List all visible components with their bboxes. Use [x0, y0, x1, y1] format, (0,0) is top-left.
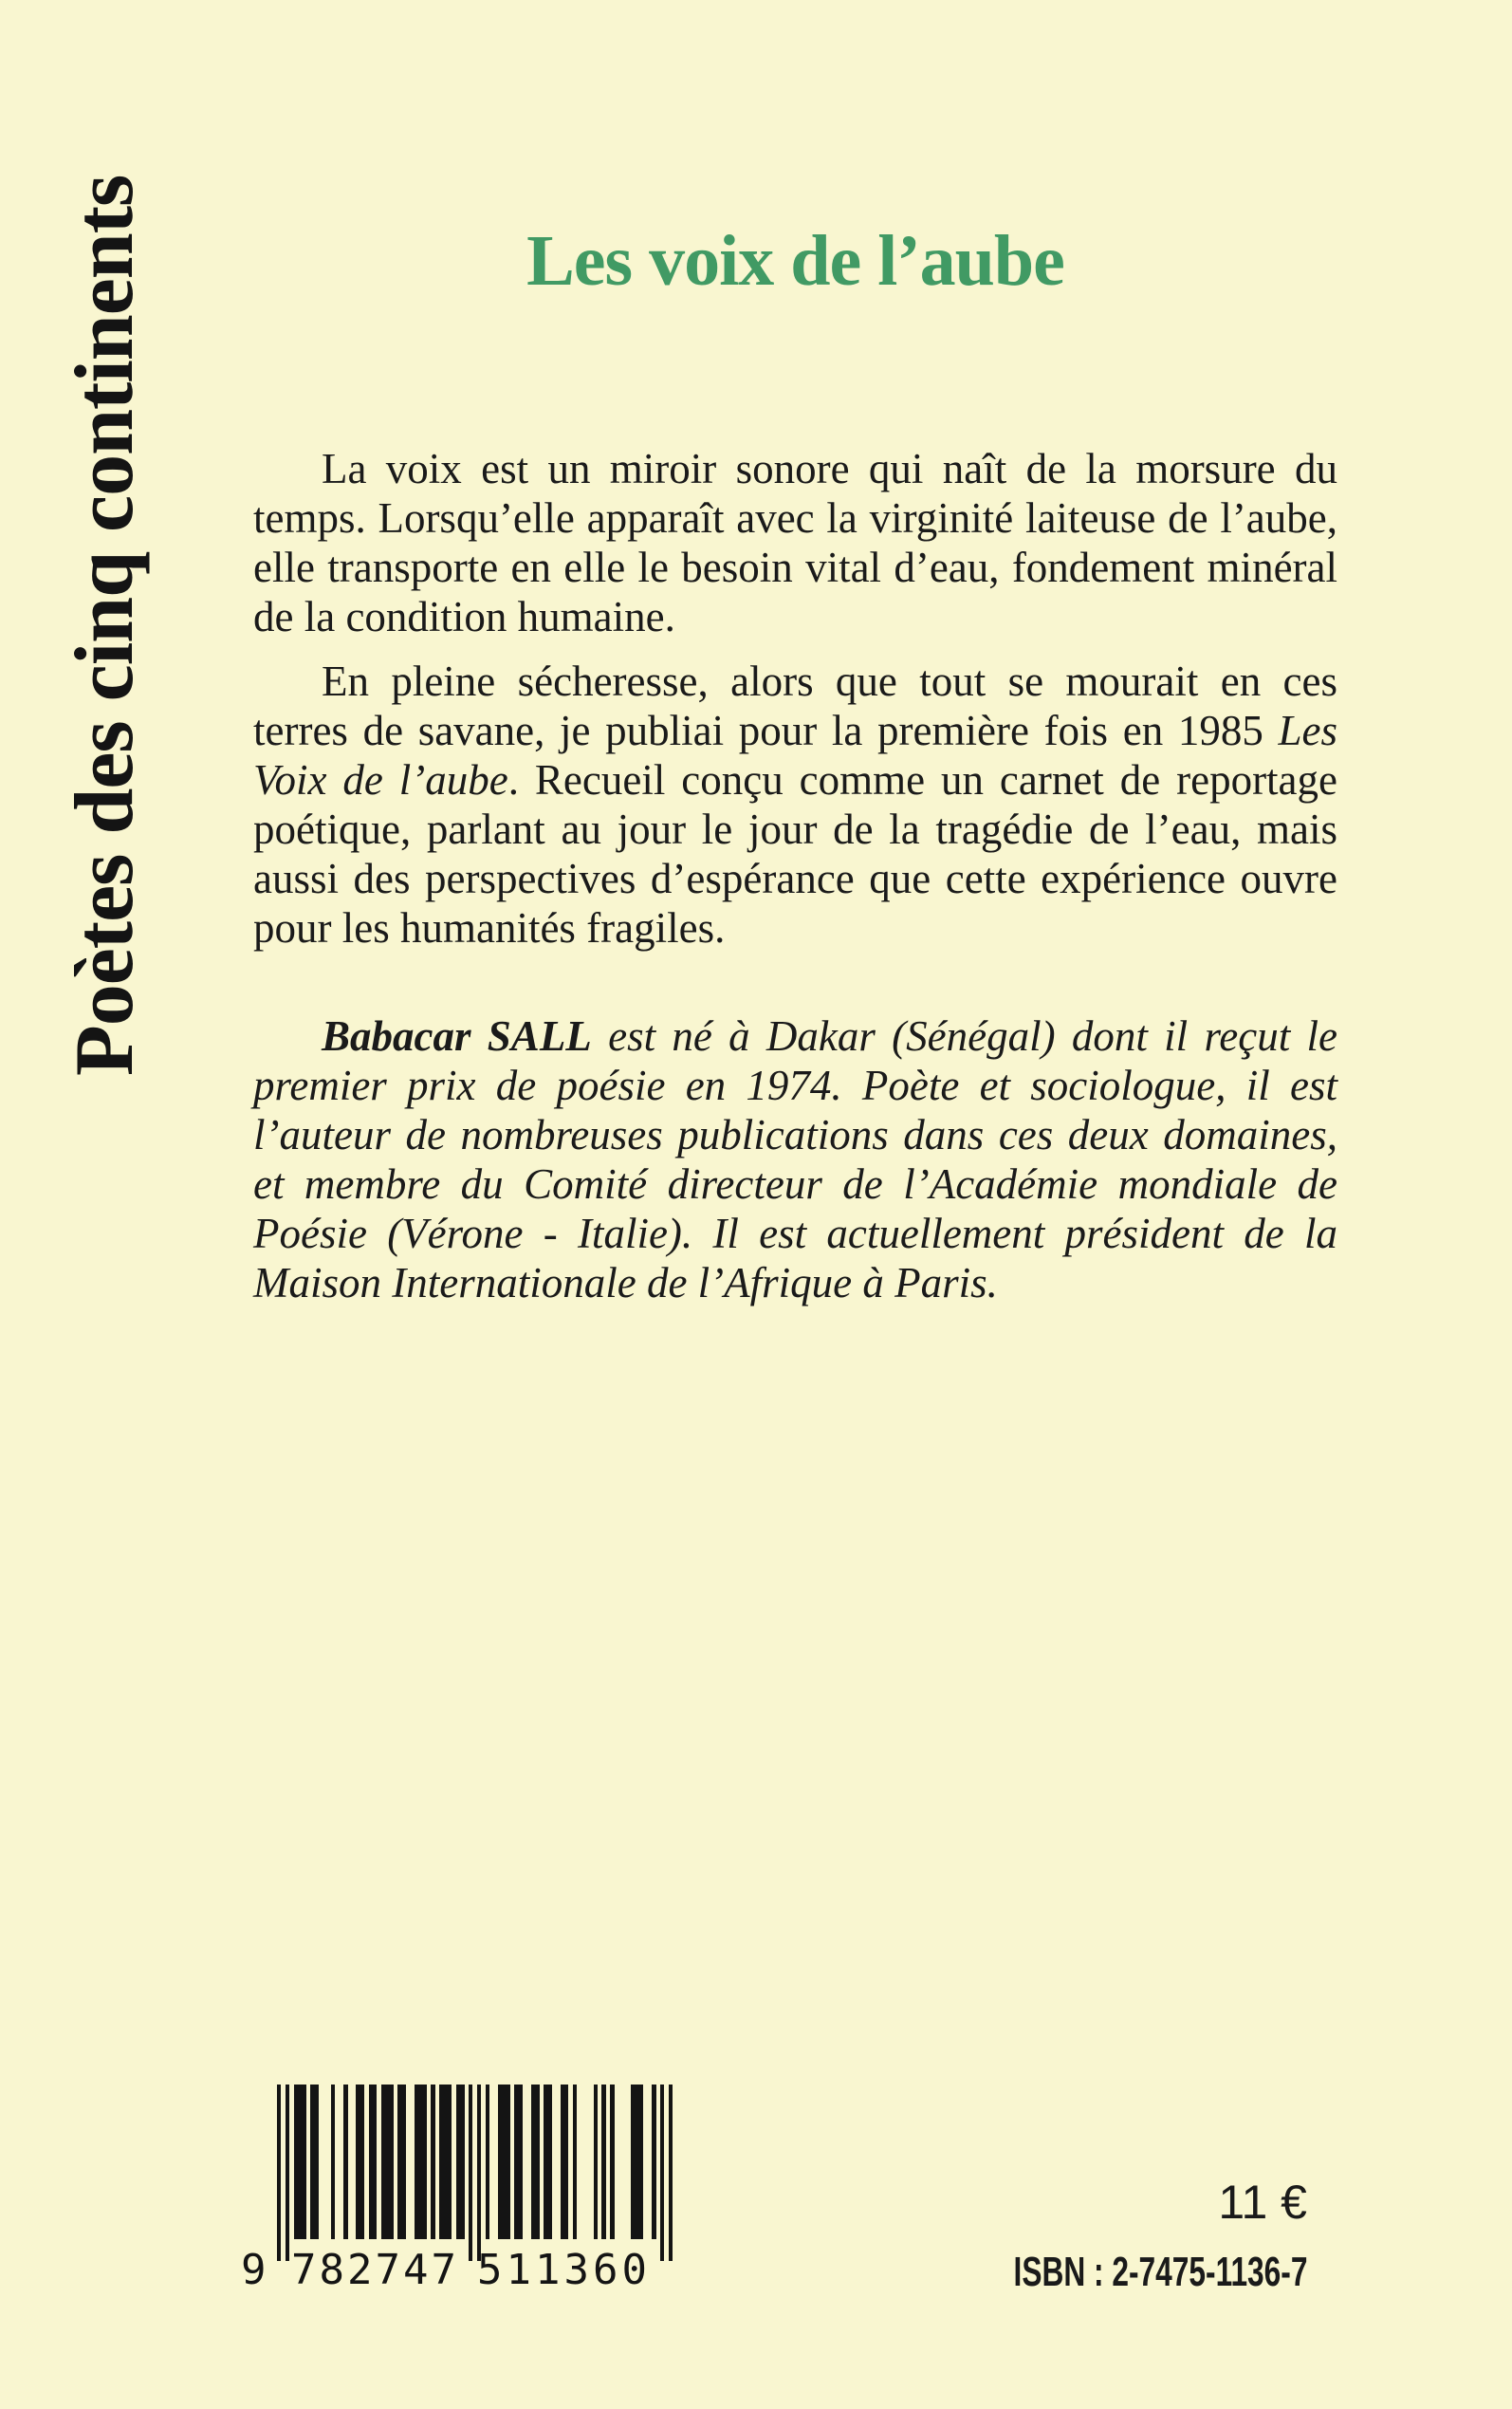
author-bio-text: est né à Dakar (Sénégal) dont il reçut le premier prix de poésie en 1974. Poète et sociologue, il est l’auteur de nombreuses publications dans ces deux domaines, et membre du Comité directeur de l’Académie mondiale de Poésie (Vérone - Italie). Il est actuellement président de la Maison Internationale de l’Afrique à Paris. — [253, 1012, 1337, 1306]
synopsis-p2-book-title: Les Voix de l’aube — [253, 707, 1337, 804]
synopsis-p2-rest: . Recueil conçu comme un carnet de reportage poétique, parlant au jour le jour de la tragédie de l’eau, mais aussi des perspectives d’espérance que cette expérience ouvre pour les humanités fragiles. — [253, 756, 1338, 952]
author-bio — [253, 1011, 1337, 1307]
book-title: Les voix de l’aube — [526, 221, 1064, 301]
collection-title-vertical: Poètes des cinq continents — [59, 175, 151, 1076]
barcode-bar — [669, 2085, 673, 2261]
synopsis-p2-lead: En pleine sécheresse, alors que tout se mourait en ces terres de savane, je publiai pour la première fois en 1985 — [253, 658, 1337, 754]
author-name: Babacar SALL — [322, 1012, 592, 1060]
barcode — [241, 2085, 696, 2303]
price: 11 € — [1218, 2176, 1307, 2229]
barcode-digit-group-1: 782747 — [291, 2246, 459, 2294]
barcode-number — [241, 2246, 696, 2293]
price-isbn-block — [899, 2175, 1307, 2296]
barcode-digit-group-2: 511360 — [477, 2246, 651, 2294]
barcode-bars — [277, 2085, 696, 2261]
isbn: ISBN : 2-7475-1136-7 — [1013, 2249, 1307, 2295]
back-cover-text — [253, 444, 1337, 1307]
barcode-lead-digit: 9 — [241, 2246, 267, 2294]
synopsis-paragraph-2 — [253, 657, 1337, 953]
synopsis-paragraph-1: La voix est un miroir sonore qui naît de la morsure du temps. Lorsqu’elle apparaît avec la virginité laiteuse de l’aube, elle transporte en elle le besoin vital d’eau, fondement minéral de la condition humaine. — [253, 445, 1337, 640]
